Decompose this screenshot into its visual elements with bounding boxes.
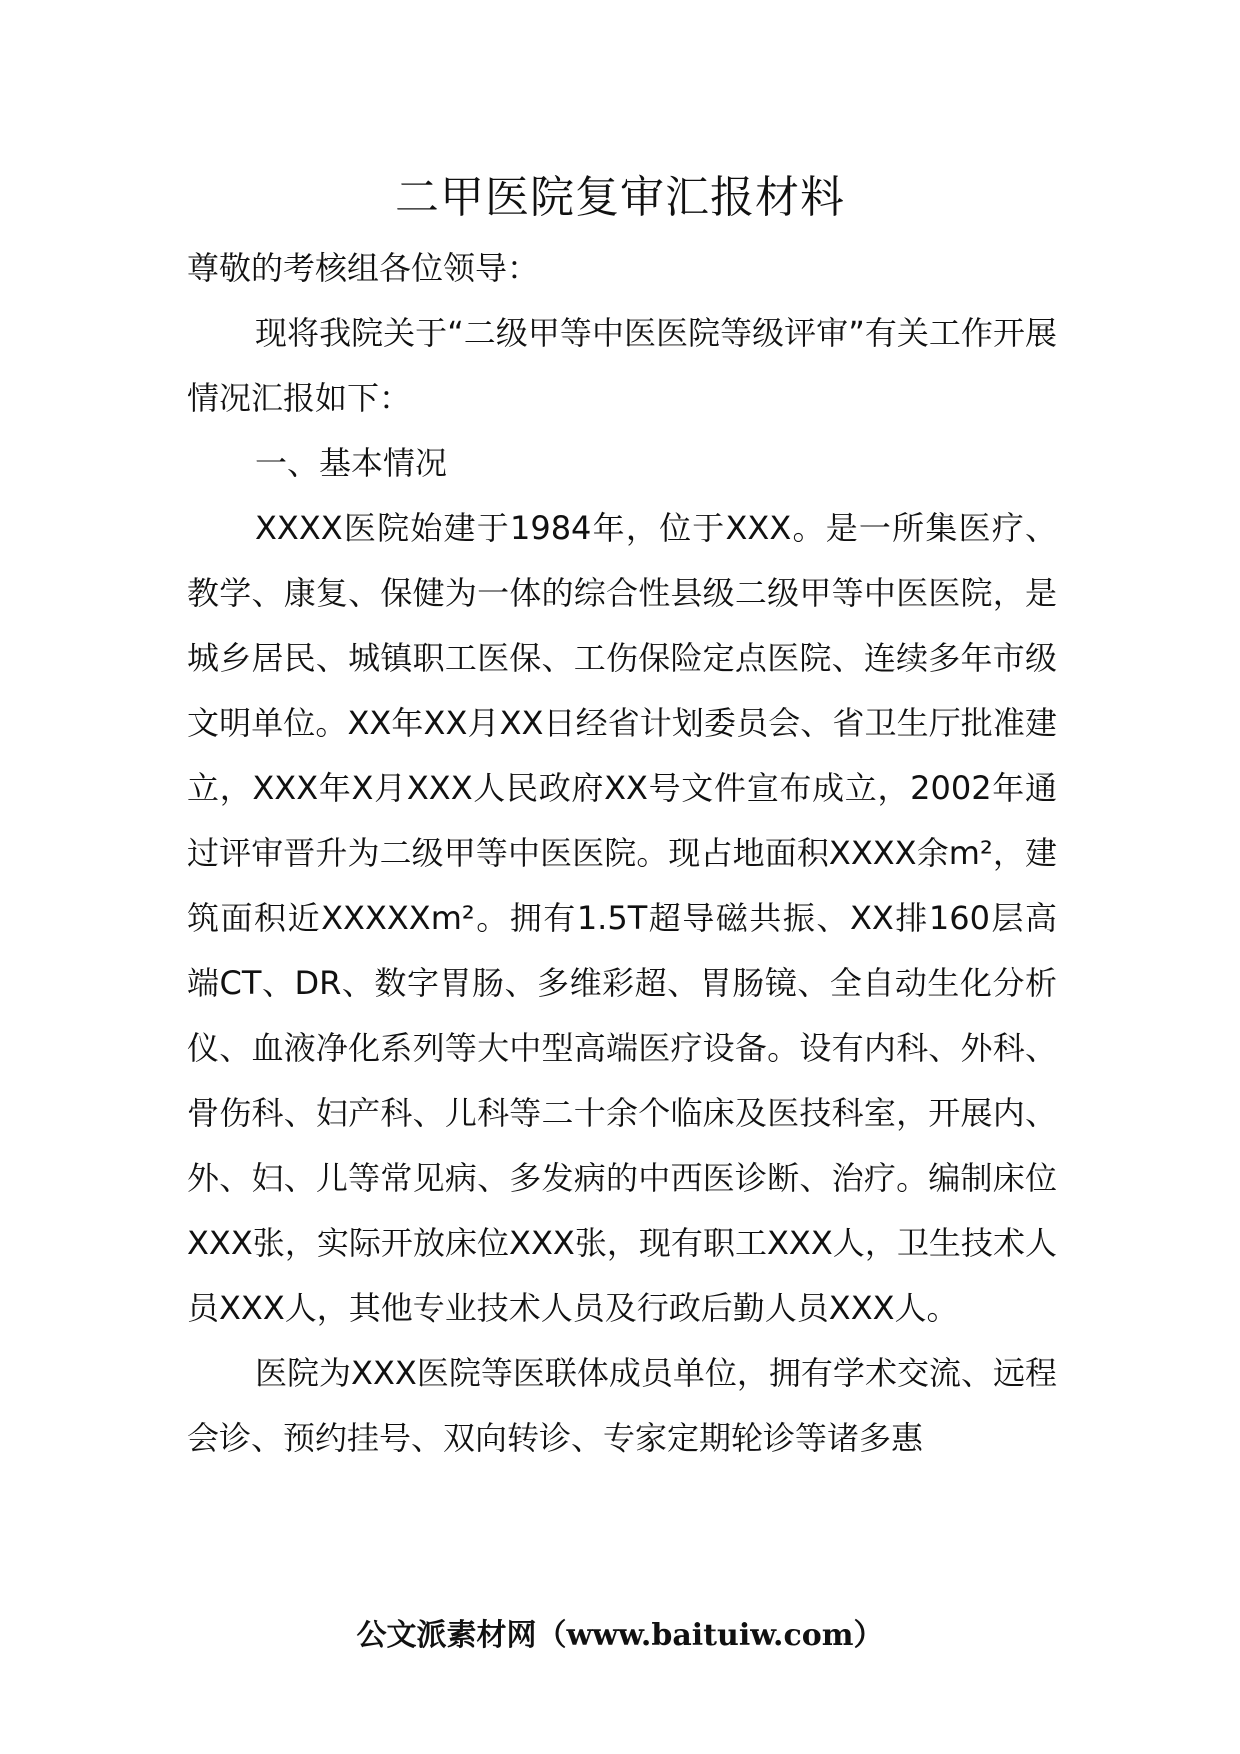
- document-title: 二甲医院复审汇报材料: [395, 172, 845, 223]
- paragraph-medical-alliance: 医院为XXX医院等医联体成员单位，拥有学术交流、远程会诊、预约挂号、双向转诊、专家定期轮诊等诸多惠: [187, 1354, 1057, 1457]
- intro-paragraph: 现将我院关于“二级甲等中医医院等级评审”有关工作开展情况汇报如下：: [187, 314, 1057, 417]
- footer-watermark: 公文派素材网（www.baituiw.com）: [356, 1618, 884, 1653]
- document-body: [187, 236, 1057, 1471]
- salutation: 尊敬的考核组各位领导：: [187, 249, 540, 287]
- paragraph-hospital-overview: XXXX医院始建于1984年，位于XXX。是一所集医疗、教学、康复、保健为一体的综合性县级二级甲等中医医院，是城乡居民、城镇职工医保、工伤保险定点医院、连续多年市级文明单位。XX年XX月XX日经省计划委员会、省卫生厅批准建立，XXX年X月XXX人民政府XX号文件宣布成立，2002年通过评审晋升为二级甲等中医医院。现占地面积XXXX余m²，建筑面积近XXXXXm²。拥有1.5T超导磁共振、XX排160层高端CT、DR、数字胃肠、多维彩超、胃肠镜、全自动生化分析仪、血液净化系列等大中型高端医疗设备。设有内科、外科、骨伤科、妇产科、儿科等二十余个临床及医技科室，开展内、外、妇、儿等常见病、多发病的中西医诊断、治疗。编制床位XXX张，实际开放床位XXX张，现有职工XXX人，卫生技术人员XXX人，其他专业技术人员及行政后勤人员XXX人。: [187, 509, 1057, 1327]
- section-heading-basic-info: 一、基本情况: [255, 444, 448, 482]
